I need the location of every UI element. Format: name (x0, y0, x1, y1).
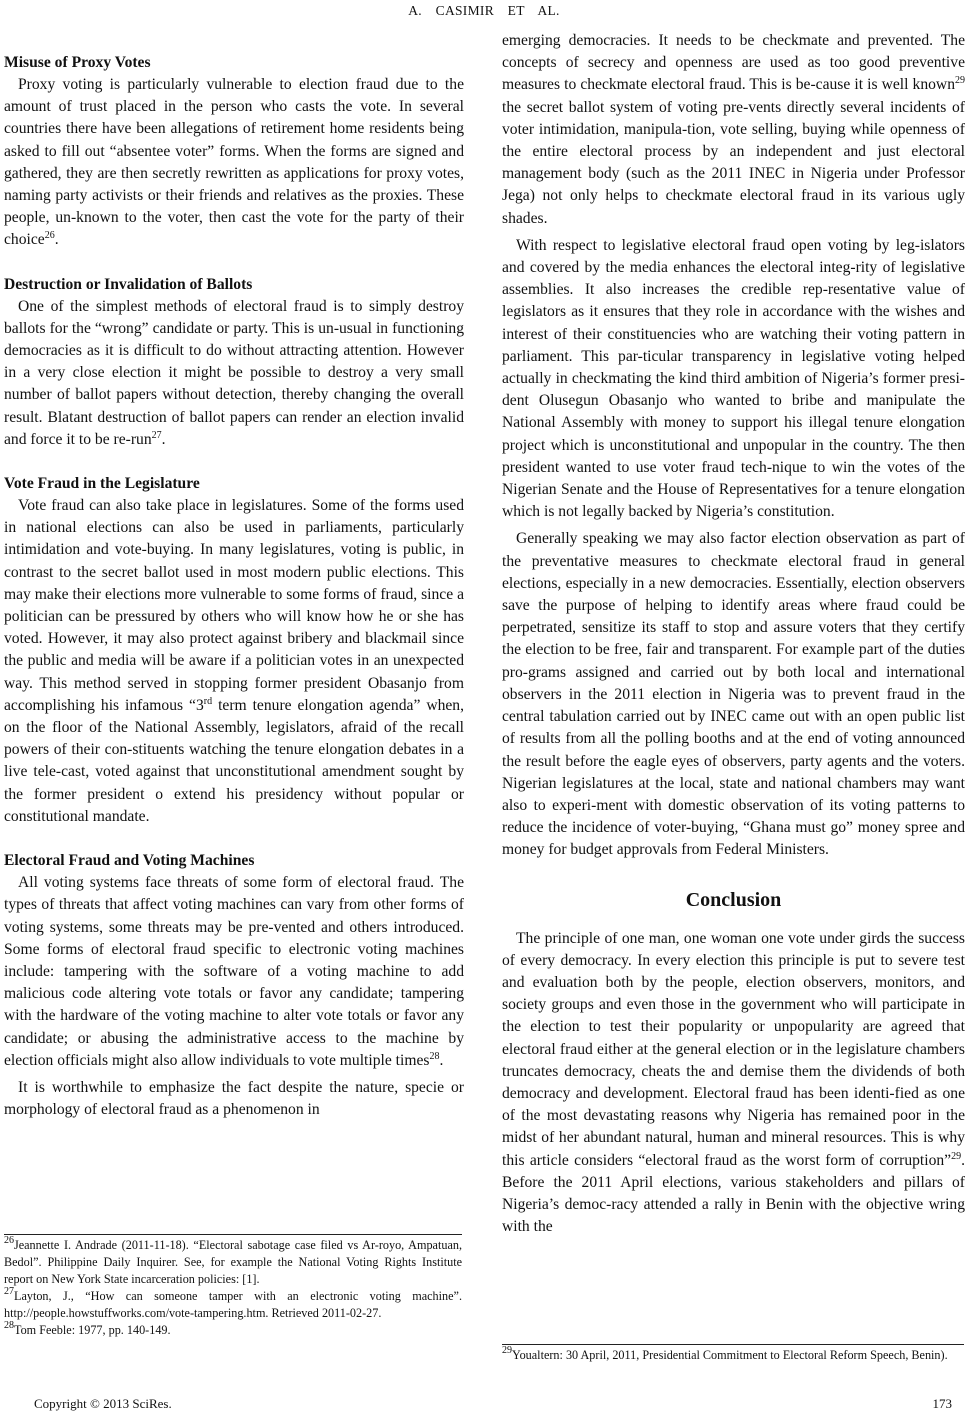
right-column (502, 30, 965, 1238)
paragraph-worthwhile: It is worthwhile to emphasize the fact despite the nature, specie or morphology of electoral fraud as a phenomenon in (4, 1078, 464, 1119)
running-head: A. CASIMIR ET AL. (408, 3, 560, 18)
paragraph-voting-machines: All voting systems face threats of some form of electoral fraud. The types of threats that affect voting machines can vary from other forms of voting systems, some threats may be pre-vented and others introduced. Some forms of electoral fraud specific to electronic voting machines include: tampering with the software of a voting machine to add malicious code altering vote totals or favor any candidate; tampering with the hardware of the voting machine to alter vote totals or favor any candidate; or abusing the administrative access to the machine by election officials might also allow individuals to vote multiple times$^{28}$. (4, 874, 464, 1069)
paragraph-election-observation: Generally speaking we may also factor election observation as part of the preventative measures to checkmate electoral fraud in general elections, especially in a new democracies. Essentially, election observers save the purpose of helping to identify areas where fraud could be perpetrated, sensitize its staff to stop and assure voters that they certify the election to be free, fair and transparent. For example part of the duties pro-grams assigned and carried out by both local and international observers in the 2011 election in Nigeria was to prevent fraud in the central tabulation carried out by INEC came out with an open public list of results from all the polling booths and at the end of voting announced the result before the eagle eyes of observers, party agents and the voters. Nigerian legislatures at the local, state and national chambers may want also to experi-ment with domestic observation of its voting patterns to reduce the incidence of voter-buying, “Ghana must go” money spree and money for budget approvals from Federal Ministers. (502, 530, 965, 859)
paragraph-legislative-open-voting: With respect to legislative electoral fraud open voting by leg-islators and covered by the media enhances the electoral integ-rity of legislative assemblies. It also increases the credible rep-resentative value of legislators as it ensures that they role in accordance with the wishes and interest of their constituencies who are watching their voting pattern in parliament. This par-ticular transparency in legislative voting helped actually in checkmating the kind third ambition of Nigeria’s former presi-dent Olusegun Obasanjo who wanted to bribe and manipulate the National Assembly with money to support his illegal tenure elongation project which is unconstitutional and unpopular in the country. The then president wanted to use voter fraud tech-nique to win the votes of the Nigerian Senate and the House of Representatives for a tenure elongation which is not legally backed by Nigeria’s constitution. (502, 236, 965, 521)
paragraph-conclusion: The principle of one man, one woman one vote under girds the success of every democracy. In every election this principle is put to severe test and evaluation both by the people, election observers, monitors, and society groups and even those in the government who will participate in the election to test their popularity or unpopularity are agreed that electoral fraud either at the general election or in the legislature chambers truncates democracy, cheats the and demise them the dividends of both democracy and development. Electoral fraud has been identi-fied as one of the most devastating reasons why Nigeria has remained poor in the midst of her abundant natural, human and mineral resources. This is why this article considers “electoral fraud as the worst form of corruption”$^{29}$. Before the 2011 April elections, various stakeholders and pillars of Nigeria’s democ-racy attended a rally in Benin with the objective wring with the (502, 929, 965, 1236)
superscript-rd: rd (203, 695, 213, 707)
footnote-28: $^{28}$Tom Feeble: 1977, pp. 140-149. (4, 1320, 171, 1337)
section-heading-voting-machines: Electoral Fraud and Voting Machines (4, 852, 255, 870)
page-number: 173 (932, 1396, 952, 1411)
paragraph-emerging-democracies: emerging democracies. It needs to be checkmate and prevented. The concepts of secrecy and openness are used as too good preventive measures to checkmate electoral fraud. This is be-cause it is well known$^{29}$ the secret ballot system of voting pre-vents directly several incidents of voter intimidation, manipula-tion, vote selling, buying while openness of the entire electoral process by an independent and just electoral management body (such as the 2011 INEC in Nigeria under Professor Jega) not only helps to checkmate electoral fraud in its various ugly shades. (502, 32, 965, 227)
left-column (4, 52, 464, 1121)
section-heading-destruction-ballots: Destruction or Invalidation of Ballots (4, 275, 253, 293)
conclusion-heading: Conclusion (685, 888, 782, 911)
footnote-27: $^{27}$Layton, J., “How can someone tamper with an electronic voting machine”. http://people.howstuffworks.com/vote-tampering.htm. Retrieved 2011-02-27. (4, 1286, 462, 1320)
footnotes-right (502, 1344, 964, 1364)
footnotes-left (4, 1234, 462, 1339)
footnote-26: $^{26}$Jeannette I. Andrade (2011-11-18). “Electoral sabotage case filed vs Ar-royo, Ampatuan, Bedol”. Philippine Daily Inquirer. See, for example the National Voting Rights Institute report on New York State incarceration policies: [1]. (4, 1235, 462, 1286)
footnote-ref-27: 27 (151, 429, 162, 441)
paragraph-vote-fraud-legislature: Vote fraud can also take place in legislatures. Some of the forms used in national elections can also be used in parliaments, particularly intimidation and vote-buying. In many legislatures, voting is public, in contrast to the secret ballot used in most modern public elections. This may make their elections more vulnerable to some forms of fraud, since a politician can be pressured by others who will know how he or she has voted. However, it may also protect against bribery and blackmail since the public and media will be aware if a politician votes in an unexpected way. This method served in stopping former president Obasanjo from accomplishing his infamous “3rd term tenure elongation agenda” when, on the floor of the National Assembly, legislators, afraid of the recall powers of their con-stituents watching the tenure elongation debates in a live tele-cast, voted against that unconstitutional amendment sought by the former president o extend his presidency without popular or constitutional mandate. (4, 497, 464, 825)
footnote-ref-29-conclusion: 29 (951, 1150, 962, 1162)
footnote-ref-28: 28 (429, 1050, 440, 1062)
copyright-notice: Copyright © 2013 SciRes. (34, 1396, 172, 1411)
section-heading-proxy-votes: Misuse of Proxy Votes (4, 54, 151, 71)
footnote-29: $^{29}$Youaltern: 30 April, 2011, Presidential Commitment to Electoral Reform Speech, Benin). (502, 1345, 948, 1362)
section-heading-vote-fraud-legislature: Vote Fraud in the Legislature (4, 475, 200, 493)
paragraph-proxy-votes: Proxy voting is particularly vulnerable to election fraud due to the amount of trust placed in the person who casts the vote. In several countries there have been allegations of retirement home residents being asked to fill out “absentee voter” forms. When the forms are signed and gathered, they are then secretly rewritten as applications for proxy votes, naming party activists or their friends and relatives as the proxies. These people, un-known to the voter, then cast the vote for the party of their choice$^{26}$. (4, 76, 464, 249)
paragraph-destruction-ballots: One of the simplest methods of electoral fraud is to simply destroy ballots for the “wrong” candidate or party. This is un-usual in functioning democracies as it is difficult to do without attracting attention. However in a very close election it might be possible to destroy a very small number of ballot papers without detection, thereby changing the overall result. Blatant destruction of ballot papers can render an election invalid and force it to be re-run$^{27}$. (4, 297, 464, 448)
footnote-ref-26: 26 (44, 230, 55, 242)
footnote-ref-29: 29 (955, 75, 965, 87)
